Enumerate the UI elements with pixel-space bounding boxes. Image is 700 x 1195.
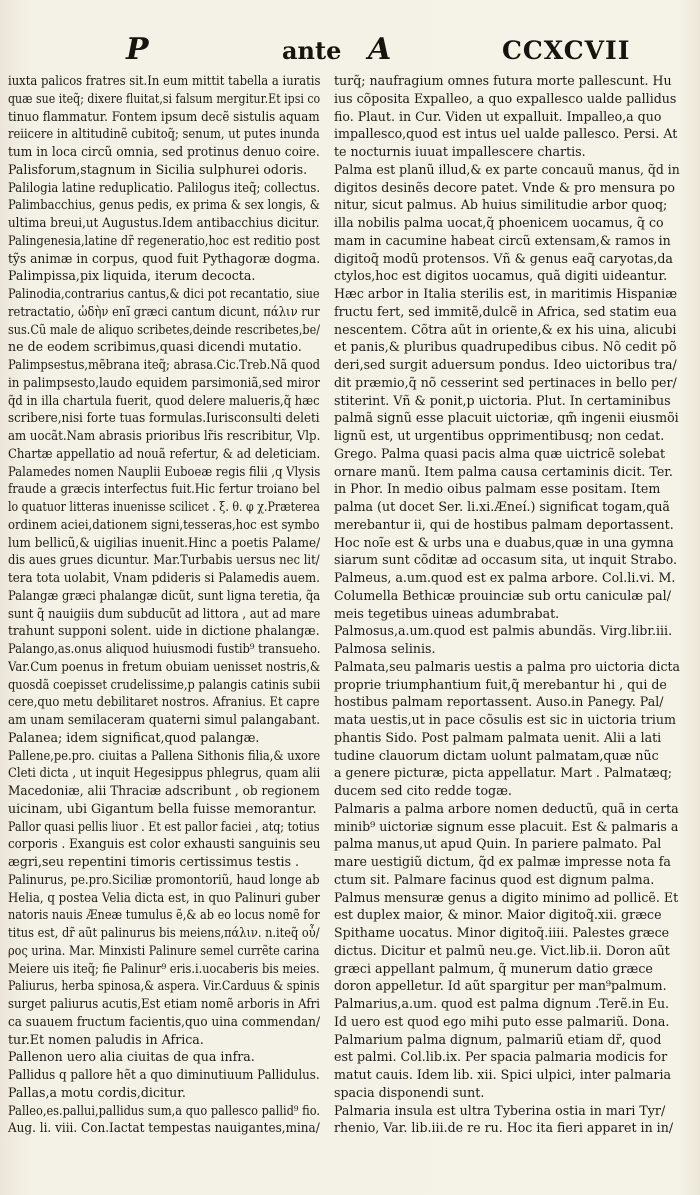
text-line: fraude a græcis interfectus fuit.Hic fertur troiano bel (8, 481, 320, 497)
text-line: quosdã coepisset crudelissime,p palangis catinis subii (8, 676, 320, 692)
text-line: Chartæ appellatio ad nouã refertur, & ad deleticiam. (8, 445, 320, 461)
text-line: sunt q̃ nauigiis dum subducũt ad littora , aut ad mare (8, 605, 320, 621)
text-line: tur.Et nomen paludis in Africa. (8, 1031, 204, 1047)
text-line: deri,sed surgit aduersum pondus. Ideo uictoribus tra/ (334, 357, 677, 372)
text-line: am uocãt.Nam abrasis prioribus lr̃is rescribitur, Vlp. (8, 428, 320, 443)
folio-number: CCXCVII (502, 36, 631, 65)
text-line: Macedoniæ, alii Thraciæ adscribunt , ob regionem (8, 783, 320, 798)
text-line: Palmosus,a.um.quod est palmis abundãs. Virg.libr.iii. (334, 623, 673, 639)
text-line: digitoq̃ modũ protensos. Vñ & genus eaq̃ caryotas,da (334, 250, 673, 266)
text-line: Palimpsestus,mẽbrana iteq̃; abrasa.Cic.Treb.Nã quod (8, 357, 320, 372)
text-line: Paliurus, herba spinosa,& aspera. Vir.Carduus & spinis (8, 978, 320, 994)
text-line: digitos desinẽs decore patet. Vnde & pro mensura po (334, 179, 675, 195)
text-line: Palanea; idem significat,quod palangæ. (8, 729, 260, 745)
text-line: Palimbacchius, genus pedis, ex prima & sex longis, & (8, 197, 320, 213)
text-line: palmã signũ esse placuit uictoriæ, qm̃ ingenii eiusmõi (334, 410, 679, 426)
text-line: Helia, q postea Velia dicta est, in quo Palinuri guber (8, 889, 320, 905)
text-line: Var.Cum poenus in fretum obuiam uenisset nostris,& (8, 658, 320, 674)
text-line: illa nobilis palma uocat,q̃ phoenicem uocamus, q̃ co (334, 215, 664, 230)
text-line: ægri,seu repentini timoris certissimus testis . (8, 854, 300, 869)
text-line: Palleo,es.pallui,pallidus sum,a quo pallesco pallid⁹ fio. (8, 1102, 320, 1118)
text-line: Palmus mensuræ genus a digito minimo ad pollicẽ. Et (334, 889, 679, 905)
text-line: tudine clauorum dictam uolunt palmatam,quæ nũc (334, 747, 659, 763)
text-line: trahunt supponi solent. uide in dictione phalangæ. (8, 623, 320, 639)
text-line: fio. Plaut. in Cur. Viden ut expalluit. Impalleo,a quo (334, 108, 662, 124)
text-line: tum in loca circũ omnia, sed protinus denuo coire. (8, 144, 320, 159)
text-line: Palisforum,stagnum in Sicilia sulphurei odoris. (8, 161, 308, 177)
text-line: dictus. Dicitur et palmũ neu.ge. Vict.lib.ii. Doron aũt (334, 942, 670, 958)
text-line: Pallas,a motu cordis,dicitur. (8, 1084, 186, 1100)
text-line: nescentem. Cõtra aũt in oriente,& ex his uina, alicubi (334, 321, 677, 337)
text-line: Palmaris a palma arbore nomen deductũ, quã in certa (334, 800, 679, 816)
text-line: surget paliurus acutis,Est etiam nomẽ arboris in Afri (8, 996, 320, 1011)
header-letter-right: A (368, 32, 392, 67)
text-line: lo quatuor litteras inuenisse scilicet . ξ. θ. φ χ.Præterea (8, 499, 320, 514)
text-line: palma (ut docet Ser. li.xi.Æneí.) significat togam,quã (334, 499, 670, 514)
text-line: lignũ est, ut urgentibus opprimentibusq; non cedat. (334, 428, 665, 443)
text-line: Id uero est quod ego mihi puto esse palmariũ. Dona. (334, 1013, 670, 1029)
text-line: ducem sed cito redde togæ. (334, 783, 512, 798)
text-line: dit præmio,q̃ nõ cesserint sed pertinaces in bello per/ (334, 374, 677, 390)
text-line: retractatio, ὠδὴν enĩ græci cantum dicunt, πάλιν rur (8, 303, 320, 319)
text-line: spacia disponendi sunt. (334, 1084, 485, 1100)
text-line: corporis . Exanguis est color exhausti sanguinis seu (8, 836, 320, 852)
text-line: Palmosa selinis. (334, 641, 436, 656)
text-line: in palimpsesto,laudo equidem parsimoniã,sed miror (8, 374, 320, 390)
text-line: Palingenesia,latine dr̃ regeneratio,hoc est reditio post (8, 232, 320, 248)
text-line: est duplex maior, & minor. Maior digitoq̃.xii. græce (334, 907, 662, 923)
text-line: Hoc noĩe est & urbs una e duabus,quæ in una gymna (334, 534, 674, 550)
text-line: ius cõposita Expalleo, a quo expallesco ualde pallidus (334, 90, 677, 106)
text-line: q̃d in illa chartula fuerit, quod delere malueris,q̃ hæc (8, 392, 320, 408)
text-line: Cleti dicta , ut inquit Hegesippus phlegrus, quam alii (8, 765, 320, 781)
text-line: ctylos,hoc est digitos uocamus, quã digiti uideantur. (334, 268, 668, 284)
text-line: palma manus,ut apud Quin. In pariere palmato. Pal (334, 836, 662, 852)
text-line: ornare manũ. Item palma causa certaminis dicit. Ter. (334, 463, 673, 479)
text-line: hostibus palmam reportassent. Auso.in Panegy. Pal/ (334, 694, 664, 710)
text-line: ne de eodem scribimus,quasi dicendi mutatio. (8, 339, 302, 355)
text-line: Palamedes nomen Nauplii Euboeæ regis filii ,q Vlysis (8, 463, 320, 479)
text-line: natoris nauis Æneæ tumulus ẽ,& ab eo locus nomẽ for (8, 907, 320, 923)
text-line: phantis Sido. Post palmam palmata uenit. Alii a lati (334, 729, 662, 745)
text-line: lum bellicũ,& uigilias inuenit.Hinc a poetis Palame/ (8, 534, 320, 550)
text-line: Spithame uocatus. Minor digitoq̃.iiii. Palestes græce (334, 925, 670, 940)
text-line: Palango,as.onus aliquod huiusmodi fustib⁹ transueho. (8, 641, 320, 656)
text-line: iuxta palicos fratres sit.In eum mittit tabella a iuratis (8, 73, 320, 88)
text-line: ca suauem fructum facientis,quo uina commendan/ (8, 1013, 320, 1029)
text-line: am unam semilaceram quaterni simul palangabant. (8, 712, 320, 727)
text-line: turq̃; naufragium omnes futura morte pallescunt. Hu (334, 73, 672, 88)
page-header (0, 30, 700, 70)
text-line: minib⁹ uictoriæ signum esse placuit. Est & palmaris a (334, 818, 679, 834)
header-word: ante (282, 36, 342, 65)
text-line: Palmata,seu palmaris uestis a palma pro uictoria dicta (334, 658, 680, 674)
text-line: impallesco,quod est intus uel ualde pallesco. Persi. At (334, 126, 678, 142)
text-line: a genere picturæ, picta appellatur. Mart . Palmatæq; (334, 765, 673, 781)
text-line: nitur, sicut palmus. Ab huius similitudie arbor quoq; (334, 197, 668, 213)
text-line: meis tegetibus uineas adumbrabat. (334, 605, 560, 621)
text-line: rhenio, Var. lib.iii.de re ru. Hoc ita fieri apparet in in/ (334, 1120, 674, 1136)
text-line: sus.Cũ male de aliquo scribetes,deinde rescribetes,be/ (8, 321, 320, 337)
text-line: ordinem aciei,dationem signi,tesseras,hoc est symbo (8, 516, 320, 532)
text-line: fructu fert, sed immitẽ,dulcẽ in Africa, sed statim eua (334, 303, 677, 319)
text-line: Palangæ græci phalangæ dicũt, sunt ligna teretia, q̃a (8, 587, 320, 603)
text-line: cere,quo metu debilitaret nostros. Afranius. Et capre (8, 694, 320, 710)
text-line: Columella Bethicæ prouinciæ sub ortu caniculæ pal/ (334, 587, 671, 603)
text-line: siarum sunt cõditæ ad occasum sita, ut inquit Strabo. (334, 552, 678, 568)
text-line: et panis,& pluribus quadrupedibus cibus. Nõ cedit põ (334, 339, 677, 355)
text-line: quæ sue iteq̃; dixere fluitat,si falsum mergitur.Et ipsi co (8, 90, 320, 106)
text-line: reiicere in altitudinẽ cubitoq̃; senum, ut putes inunda (8, 126, 320, 142)
text-line: Pallene,pe.pro. ciuitas a Pallena Sithonis filia,& uxore (8, 747, 320, 763)
text-line: matut cauis. Idem lib. xii. Spici ulpici, inter palmaria (334, 1067, 671, 1082)
text-line: Aug. li. viii. Con.Iactat tempestas nauigantes,mina/ (8, 1120, 320, 1136)
text-line: Palmaria insula est ultra Tyberina ostia in mari Tyr/ (334, 1102, 666, 1118)
text-line: mare uestigiũ dictum, q̃d ex palmæ impresse nota fa (334, 854, 671, 869)
text-line: uicinam, ubi Gigantum bella fuisse memorantur. (8, 800, 317, 816)
text-line: te nocturnis iuuat impallescere chartis. (334, 144, 586, 159)
text-line: Palmarium palma dignum, palmariũ etiam dr̃, quod (334, 1031, 662, 1047)
text-line: scribere,nisi forte tuas formulas.Iurisconsulti deleti (8, 410, 320, 426)
text-line: titus est, dr̃ aũt palinurus bis meiens,πάλιν. n.iteq̃ οὖ/ (8, 925, 320, 940)
text-line: Palmeus, a.um.quod est ex palma arbore. Col.li.vi. M. (334, 570, 676, 585)
text-line: dis aues grues dicuntur. Mar.Turbabis uersus nec lit/ (8, 552, 320, 568)
text-line: Pallidus q pallore hẽt a quo diminutiuum Pallidulus. (8, 1067, 320, 1082)
text-line: mam in cacumine habeat circũ extensam,& ramos in (334, 232, 671, 248)
left-text-column (8, 72, 320, 1137)
header-letter-left: P (126, 32, 149, 67)
text-line: Palinodia,contrarius cantus,& dici pot recantatio, siue (8, 286, 320, 301)
text-line: ctum sit. Palmare facinus quod est dignum palma. (334, 871, 655, 887)
text-line: Hæc arbor in Italia sterilis est, in maritimis Hispaniæ (334, 286, 678, 301)
text-line: Palimpissa,pix liquida, iterum decocta. (8, 268, 256, 284)
text-line: mata uestis,ut in pace cõsulis est sic in uictoria trium (334, 712, 676, 727)
text-line: Palinurus, pe.pro.Siciliæ promontoriũ, haud longe ab (8, 871, 320, 887)
text-line: Meiere uis iteq̃; fie Palinur⁹ eris.i.uocaberis bis meies. (8, 960, 320, 976)
text-line: est palmi. Col.lib.ix. Per spacia palmaria modicis for (334, 1049, 668, 1065)
text-line: tỹs animæ in corpus, quod fuit Pythagoræ dogma. (8, 250, 320, 266)
text-line: Pallenon uero alia ciuitas de qua infra. (8, 1049, 255, 1065)
text-line: in Phor. In medio oibus palmam esse positam. Item (334, 481, 661, 497)
text-line: Palma est planũ illud,& ex parte concauũ manus, q̃d in (334, 161, 680, 177)
text-line: stiterint. Vñ & ponit,p uictoria. Plut. In certaminibus (334, 392, 671, 408)
text-line: tinuo flammatur. Fontem ipsum decẽ sistulis aquam (8, 108, 320, 124)
text-line: tera tota uolabit, Vnam pdideris si Palamedis auem. (8, 570, 320, 585)
text-line: Pallor quasi pellis liuor . Et est pallor faciei , atq; totius (8, 818, 320, 834)
right-text-column (334, 72, 680, 1137)
text-line: græci appellant palmum, q̃ munerum datio græce (334, 960, 653, 976)
text-line: ultima breui,ut Augustus.Idem antibacchius dicitur. (8, 215, 320, 230)
text-line: Palilogia latine reduplicatio. Palilogus iteq̃; collectus. (8, 179, 320, 195)
text-line: Palmarius,a.um. quod est palma dignum .Terẽ.in Eu. (334, 996, 670, 1011)
text-line: doron appelletur. Id aũt spargitur per man⁹palmum. (334, 978, 667, 994)
text-line: proprie triumphantium fuit,q̃ merebantur hi , qui de (334, 676, 667, 692)
text-line: Grego. Palma quasi pacis alma quæ uictricẽ solebat (334, 445, 666, 461)
text-line: ρος urina. Mar. Minxisti Palinure semel currẽte carina (8, 942, 320, 958)
text-line: merebantur ii, qui de hostibus palmam deportassent. (334, 516, 674, 532)
